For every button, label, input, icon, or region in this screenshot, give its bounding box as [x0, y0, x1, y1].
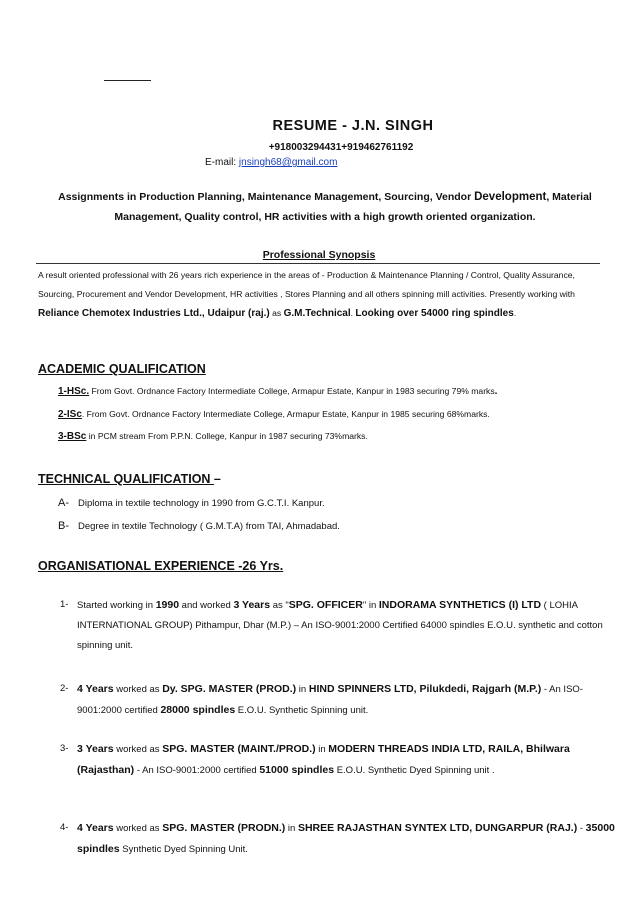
- experience-item: [60, 595, 620, 656]
- exp-text: worked as: [113, 684, 163, 695]
- exp-text: ( LOHIA INTERNATIONAL GROUP) Pithampur, Dhar (M.P.) – An ISO-9001:2000 Certified 64000 spindles E.O.U. synthetic and cotton spinning unit.: [77, 600, 603, 651]
- exp-spindles: 51000 spindles: [259, 764, 335, 776]
- synopsis-end: .: [513, 308, 517, 318]
- experience-item-number: 2-: [60, 683, 69, 694]
- exp-text: -: [577, 823, 586, 834]
- academic-item-text: in PCM stream From P.P.N. College, Kanpur in 1987 securing 73%marks.: [86, 431, 368, 441]
- experience-item-body: [77, 595, 620, 656]
- experience-item-number: 3-: [60, 743, 69, 754]
- experience-item: [60, 818, 620, 860]
- top-rule: [104, 80, 151, 81]
- synopsis-divider: [36, 263, 600, 264]
- current-position: G.M.Technical: [283, 308, 351, 319]
- exp-text: - An ISO-9001:2000 certified: [77, 684, 583, 716]
- exp-year: 1990: [155, 599, 180, 611]
- exp-company: SHREE RAJASTHAN SYNTEX LTD, DUNGARPUR (RAJ.): [297, 822, 578, 834]
- experience-item-body: [77, 679, 620, 721]
- technical-item-text: Degree in textile Technology ( G.M.T.A) from TAI, Ahmadabad.: [78, 521, 340, 532]
- technical-heading: TECHNICAL QUALIFICATION: [38, 472, 214, 486]
- spindle-count: Looking over 54000 ring spindles: [355, 308, 514, 319]
- exp-spindles: 35000 spindles: [77, 822, 615, 855]
- exp-text: as ": [270, 600, 289, 611]
- synopsis-paragraph: [38, 266, 604, 323]
- exp-spindles: 28000 spindles: [160, 704, 236, 716]
- academic-item-text: . From Govt. Ordnance Factory Intermediate College, Armapur Estate, Kanpur in 1985 securing 68%marks.: [81, 409, 490, 419]
- email-label: E-mail:: [205, 157, 239, 168]
- exp-text: worked as: [113, 744, 163, 755]
- synopsis-title: Professional Synopsis: [262, 249, 376, 261]
- exp-position: SPG. MASTER (PRODN.): [162, 822, 286, 834]
- phone-numbers: +918003294431+919462761192: [268, 142, 414, 153]
- assignments-text-2: Development: [474, 191, 547, 203]
- synopsis-sep: .: [350, 308, 356, 318]
- technical-heading-dash: –: [213, 472, 221, 486]
- exp-text: and worked: [179, 600, 234, 611]
- technical-item-text: Diploma in textile technology in 1990 from G.C.T.I. Kanpur.: [78, 498, 325, 509]
- exp-duration: 3 Years: [77, 743, 114, 755]
- technical-item-marker: A-: [58, 497, 69, 509]
- exp-text: worked as: [113, 823, 163, 834]
- exp-position: SPG. MASTER (MAINT./PROD.): [162, 743, 316, 755]
- experience-heading: ORGANISATIONAL EXPERIENCE -26 Yrs.: [38, 559, 284, 573]
- academic-item-label: 1-HSc.: [58, 386, 90, 397]
- exp-text: " in: [362, 600, 379, 611]
- exp-text: - An ISO-9001:2000 certified: [134, 765, 260, 776]
- exp-company: MODERN THREADS INDIA LTD, RAILA, Bhilwara (Rajasthan): [77, 743, 570, 776]
- exp-company: HIND SPINNERS LTD, Pilukdedi, Rajgarh (M.P.): [308, 683, 542, 695]
- technical-item-marker: B-: [58, 520, 69, 532]
- current-company: Reliance Chemotex Industries Ltd., Udaipur (raj.): [38, 308, 270, 319]
- experience-item: [60, 739, 620, 781]
- exp-company: INDORAMA SYNTHETICS (I) LTD: [378, 599, 542, 611]
- exp-text: Started working in: [77, 600, 156, 611]
- experience-item-number: 4-: [60, 822, 69, 833]
- assignments-text-4: Management, Quality control, HR activities with a high growth oriented organization.: [114, 211, 536, 223]
- technical-item: [58, 520, 340, 532]
- experience-item-body: [77, 739, 620, 781]
- exp-duration: 3 Years: [233, 599, 271, 611]
- synopsis-as: as: [269, 308, 284, 318]
- experience-item-body: [77, 818, 620, 860]
- exp-text: in: [285, 823, 298, 834]
- academic-item: [58, 386, 497, 397]
- academic-heading: ACADEMIC QUALIFICATION: [38, 362, 206, 376]
- academic-item-label: 3-BSc: [58, 431, 87, 442]
- resume-title: RESUME - J.N. SINGH: [272, 118, 434, 134]
- exp-text: in: [315, 744, 329, 755]
- experience-item: [60, 679, 620, 721]
- email-line: [205, 157, 337, 168]
- experience-item-number: 1-: [60, 599, 69, 610]
- technical-item: [58, 497, 325, 509]
- exp-duration: 4 Years: [77, 683, 114, 695]
- exp-position: SPG. OFFICER: [288, 599, 363, 611]
- technical-heading-line: [38, 470, 221, 488]
- exp-text: in: [296, 684, 309, 695]
- academic-item-end: .: [494, 386, 498, 397]
- academic-item-label: 2-ISc: [58, 409, 82, 420]
- exp-text: Synthetic Dyed Spinning Unit.: [119, 844, 248, 855]
- academic-item: [58, 409, 490, 420]
- exp-text: E.O.U. Synthetic Spinning unit.: [235, 705, 369, 716]
- academic-item-text: From Govt. Ordnance Factory Intermediate College, Armapur Estate, Kanpur in 1983 securing 79% marks: [89, 386, 495, 396]
- synopsis-text: A result oriented professional with 26 years rich experience in the areas of - Production & Maintenance Planning / Control, Quality Assurance, Sourcing, Procurement and Vendor Development, HR activities , Stores Planning and all others spinning mill activities. Presently working with: [38, 270, 575, 299]
- assignments-summary: [30, 187, 620, 227]
- assignments-text-3: , Material: [546, 191, 592, 203]
- academic-item: [58, 431, 368, 442]
- exp-position: Dy. SPG. MASTER (PROD.): [162, 683, 297, 695]
- exp-text: E.O.U. Synthetic Dyed Spinning unit .: [334, 765, 495, 776]
- email-link[interactable]: jnsingh68@gmail.com: [238, 157, 338, 168]
- exp-duration: 4 Years: [77, 822, 114, 834]
- assignments-text-1: Assignments in Production Planning, Maintenance Management, Sourcing, Vendor: [58, 191, 475, 203]
